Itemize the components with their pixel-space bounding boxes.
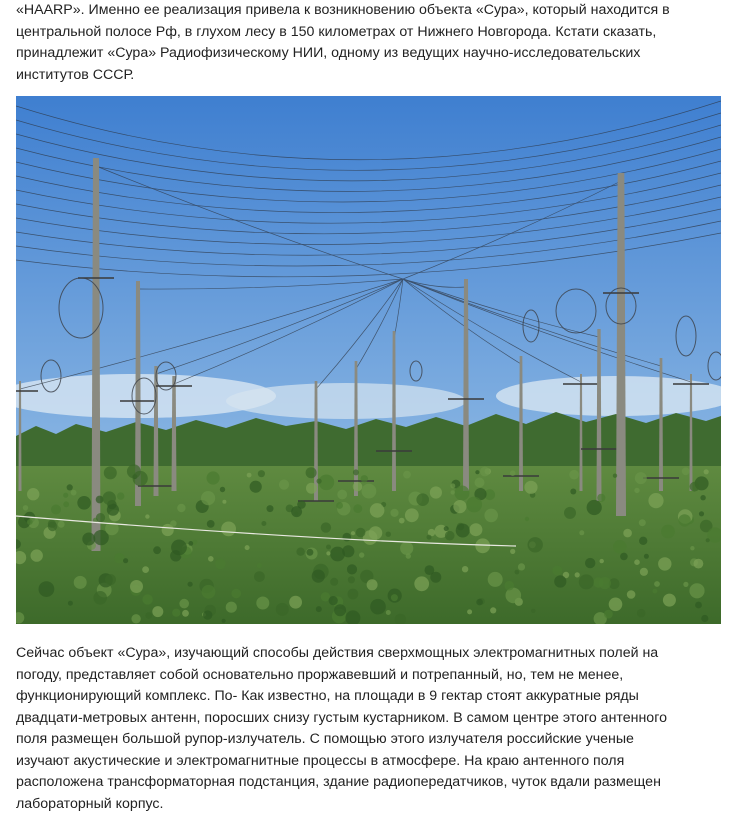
text-line: Сейчас объект «Сура», изучающий способы действия сверхмощных электромагнитных полей на bbox=[16, 643, 722, 665]
text-line: лабораторный корпус. bbox=[16, 794, 722, 815]
text-line: центральной полосе Рф, в глухом лесу в 150 километрах от Нижнего Новгорода. Кстати сказать, bbox=[16, 22, 722, 44]
text-line: двадцати-метровых антенн, поросших снизу густым кустарником. В самом центре этого антенного bbox=[16, 708, 722, 730]
text-line: институтов СССР. bbox=[16, 65, 722, 87]
text-line: принадлежит «Сура» Радиофизическому НИИ, одному из ведущих научно-исследовательских bbox=[16, 43, 722, 65]
body-paragraph bbox=[16, 643, 722, 815]
text-line: изучают акустические и электромагнитные процессы в атмосфере. На краю антенного поля bbox=[16, 751, 722, 773]
text-line: расположена трансформаторная подстанция, здание радиопередатчиков, чуток вдали размещен bbox=[16, 772, 722, 794]
text-line: поля размещен большой рупор-излучатель. С помощью этого излучателя российские ученые bbox=[16, 729, 722, 751]
antenna-field-photo bbox=[16, 96, 721, 624]
text-line: погоду, представляет собой основательно проржавевший и потрепанный, но, тем не менее, bbox=[16, 665, 722, 687]
intro-paragraph bbox=[16, 0, 722, 86]
text-line: «HAARP». Именно ее реализация привела к возникновению объекта «Сура», который находится в bbox=[16, 0, 722, 22]
text-line: функционирующий комплекс. По- Как известно, на площади в 9 гектар стоят аккуратные ряды bbox=[16, 686, 722, 708]
